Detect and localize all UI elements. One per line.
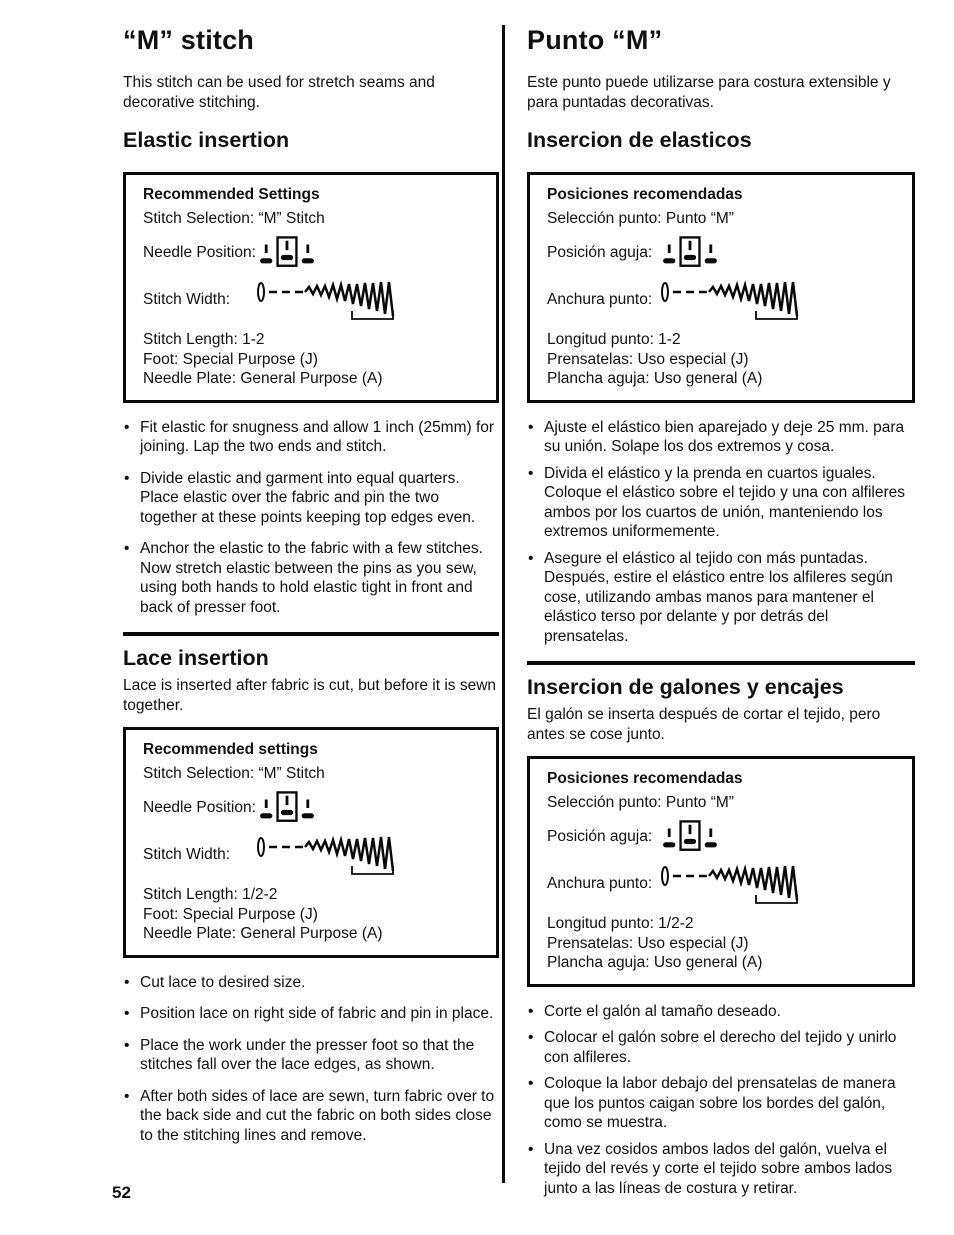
- settings-box-heading: Recommended Settings: [143, 186, 320, 203]
- page-intro: Este punto puede utilizarse para costura extensible y para puntadas decorativas.: [527, 74, 891, 111]
- settings-box: [527, 756, 915, 987]
- needle-position-icon: [659, 236, 721, 270]
- settings-box-footer: [143, 885, 484, 944]
- bullet-item: • Coloque la labor debajo del prensatelas de manera que los puntos caigan sobre los bordes del galón, como se muestra.: [527, 1074, 915, 1133]
- bullet-item: • Anchor the elastic to the fabric with a few stitches. Now stretch elastic between the pins as you sew, using both hands to hold elastic tight in front and back of presser foot.: [123, 539, 499, 617]
- settings-box-footer: [143, 330, 484, 389]
- section-divider: [527, 661, 915, 665]
- bullet-item: • After both sides of lace are sewn, turn fabric over to the back side and cut the fabric on both sides close to the stitching lines and remove.: [123, 1087, 499, 1146]
- needle-position-label: Needle Position:: [143, 799, 256, 816]
- stitch-width-icon: [255, 277, 405, 323]
- bullet-item: • Place the work under the presser foot so that the stitches fall over the lace edges, as shown.: [123, 1036, 499, 1075]
- needle-position-label: Needle Position:: [143, 244, 256, 261]
- settings-box-heading: Recommended settings: [143, 741, 318, 758]
- settings-box: [123, 727, 499, 958]
- column-english: [123, 0, 499, 1145]
- foot: Foot: Special Purpose (J): [143, 350, 318, 368]
- bullet-list: [123, 418, 499, 618]
- settings-box-footer: [547, 914, 900, 973]
- stitch-selection: Stitch Selection: “M” Stitch: [143, 765, 325, 782]
- settings-box-heading: Posiciones recomendadas: [547, 186, 743, 203]
- stitch-length: Stitch Length: 1-2: [143, 331, 265, 348]
- needle-position-row: [547, 236, 900, 270]
- needle-plate: Needle Plate: General Purpose (A): [143, 925, 383, 942]
- needle-position-icon: [256, 791, 318, 825]
- stitch-selection: Selección punto: Punto “M”: [547, 210, 734, 227]
- bullet-item: • Una vez cosidos ambos lados del galón, vuelva el tejido del revés y corte el tejido sobre ambos lados junto a las líneas de costura y retirar.: [527, 1140, 915, 1199]
- section-heading: Insercion de galones y encajes: [527, 675, 844, 699]
- stitch-width-label: Stitch Width:: [143, 291, 230, 308]
- bullet-item: • Divida el elástico y la prenda en cuartos iguales. Coloque el elástico sobre el tejido y una con alfileres ambos por los cuartos de unión, manteniendo los extremos uniformemente.: [527, 464, 915, 542]
- stitch-length: Longitud punto: 1-2: [547, 331, 681, 348]
- bullet-list: [123, 973, 499, 1146]
- stitch-width-icon: [659, 277, 809, 323]
- bullet-item: • Divide elastic and garment into equal quarters. Place elastic over the fabric and pin the two together at these points keeping top edges even.: [123, 469, 499, 528]
- needle-position-row: [547, 820, 900, 854]
- needle-plate: Needle Plate: General Purpose (A): [143, 370, 383, 387]
- bullet-item: • Corte el galón al tamaño deseado.: [527, 1002, 915, 1022]
- stitch-length: Longitud punto: 1/2-2: [547, 915, 694, 932]
- foot: Prensatelas: Uso especial (J): [547, 350, 749, 368]
- bullet-item: • Colocar el galón sobre el derecho del tejido y unirlo con alfileres.: [527, 1028, 915, 1067]
- foot: Prensatelas: Uso especial (J): [547, 934, 749, 952]
- stitch-selection: Selección punto: Punto “M”: [547, 794, 734, 811]
- settings-box: [527, 172, 915, 403]
- page-title: Punto “M”: [527, 25, 663, 55]
- bullet-item: • Fit elastic for snugness and allow 1 inch (25mm) for joining. Lap the two ends and stitch.: [123, 418, 499, 457]
- section-insercion-elasticos: [527, 127, 915, 646]
- bullet-item: • Ajuste el elástico bien aparejado y deje 25 mm. para su unión. Solape los dos extremos y cosa.: [527, 418, 915, 457]
- needle-position-icon: [256, 236, 318, 270]
- needle-position-icon: [659, 820, 721, 854]
- needle-position-label: Posición aguja:: [547, 828, 653, 845]
- stitch-width-icon: [255, 832, 405, 878]
- stitch-selection: Stitch Selection: “M” Stitch: [143, 210, 325, 227]
- stitch-width-label: Anchura punto:: [547, 291, 653, 308]
- stitch-width-row: [547, 861, 900, 907]
- section-divider: [123, 632, 499, 636]
- section-intro: El galón se inserta después de cortar el tejido, pero antes se cose junto.: [527, 706, 881, 743]
- stitch-width-label: Stitch Width:: [143, 846, 230, 863]
- needle-position-row: [143, 791, 484, 825]
- needle-position-label: Posición aguja:: [547, 244, 653, 261]
- section-heading: Insercion de elasticos: [527, 128, 752, 152]
- section-elastic-insertion: [123, 127, 499, 617]
- needle-plate: Plancha aguja: Uso general (A): [547, 954, 763, 971]
- section-heading: Elastic insertion: [123, 128, 290, 152]
- section-insercion-galones: [527, 674, 915, 1198]
- settings-box-heading: Posiciones recomendadas: [547, 770, 743, 787]
- needle-plate: Plancha aguja: Uso general (A): [547, 370, 763, 387]
- bullet-list: [527, 418, 915, 647]
- page-title: “M” stitch: [123, 25, 255, 55]
- section-heading: Lace insertion: [123, 646, 269, 670]
- stitch-width-label: Anchura punto:: [547, 875, 653, 892]
- bullet-item: • Position lace on right side of fabric and pin in place.: [123, 1004, 499, 1024]
- foot: Foot: Special Purpose (J): [143, 905, 318, 923]
- column-divider: [502, 25, 505, 1183]
- page-intro: This stitch can be used for stretch seams and decorative stitching.: [123, 74, 435, 111]
- bullet-list: [527, 1002, 915, 1199]
- column-spanish: [527, 0, 915, 1198]
- settings-box-footer: [547, 330, 900, 389]
- needle-position-row: [143, 236, 484, 270]
- settings-box: [123, 172, 499, 403]
- bullet-item: • Asegure el elástico al tejido con más puntadas. Después, estire el elástico entre los alfileres según cose, utilizando ambas manos para mantener el elástico terso por delante y por detrás del prensatelas.: [527, 549, 915, 647]
- stitch-width-icon: [659, 861, 809, 907]
- stitch-width-row: [143, 832, 484, 878]
- stitch-length: Stitch Length: 1/2-2: [143, 886, 278, 903]
- section-intro: Lace is inserted after fabric is cut, but before it is sewn together.: [123, 677, 497, 714]
- stitch-width-row: [547, 277, 900, 323]
- bullet-item: • Cut lace to desired size.: [123, 973, 499, 993]
- page-number: 52: [112, 1183, 131, 1202]
- stitch-width-row: [143, 277, 484, 323]
- section-lace-insertion: [123, 645, 499, 1145]
